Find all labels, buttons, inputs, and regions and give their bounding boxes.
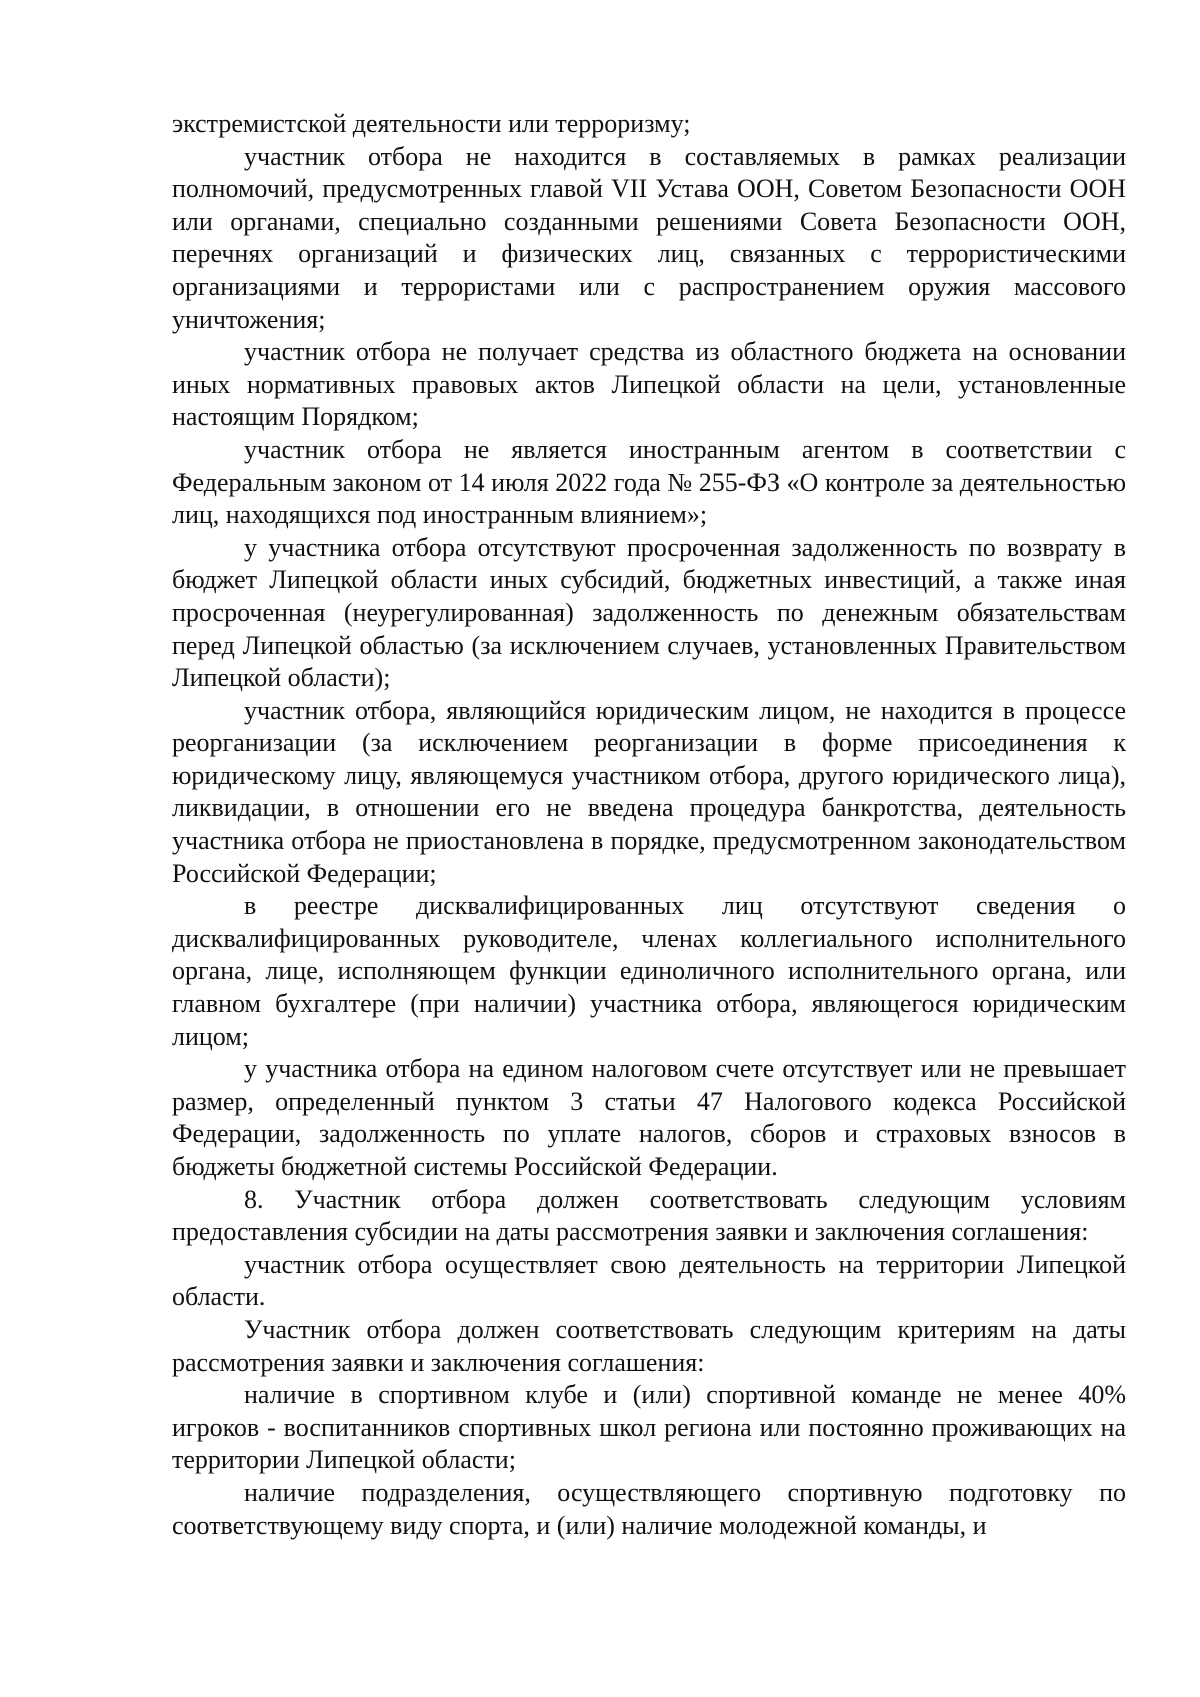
paragraph-youth-team: наличие подразделения, осуществляющего спортивную подготовку по соответствующему виду спорта, и (или) наличие молодежной команды, и [172, 1477, 1126, 1540]
paragraph-disqualified-persons: в реестре дисквалифицированных лиц отсутствуют сведения о дисквалифицированных руководителе, членах коллегиального исполнительного органа, лице, исполняющем функции единоличного исполнительного органа, или главном бухгалтере (при наличии) участника отбора, являющегося юридическим лицом; [172, 891, 1126, 1051]
paragraph-un-sanctions-lists: участник отбора не находится в составляемых в рамках реализации полномочий, предусмотренных главой VII Устава ООН, Советом Безопасности ООН или органами, специально созданными решениями Совета Безопасности ООН, перечнях организаций и физических лиц, связанных с террористическими организациями и террористами или с распространением оружия массового уничтожения; [172, 141, 1126, 334]
paragraph-criteria-intro: Участник отбора должен соответствовать следующим критериям на даты рассмотрения заявки и заключения соглашения: [172, 1314, 1126, 1377]
document-page [172, 108, 1126, 1542]
paragraph-not-foreign-agent: участник отбора не является иностранным агентом в соответствии с Федеральным законом от 14 июля 2022 года № 255-ФЗ «О контроле за деятельностью лиц, находящихся под иностранным влиянием»; [172, 434, 1126, 530]
paragraph-extremism-continuation: экстремистской деятельности или терроризму; [172, 109, 691, 138]
paragraph-activity-in-region: участник отбора осуществляет свою деятельность на территории Липецкой области. [172, 1249, 1126, 1312]
paragraph-no-other-budget-funds: участник отбора не получает средства из областного бюджета на основании иных нормативных правовых актов Липецкой области на цели, установленные настоящим Порядком; [172, 337, 1126, 432]
paragraph-tax-debt: у участника отбора на едином налоговом счете отсутствует или не превышает размер, определенный пунктом 3 статьи 47 Налогового кодекса Российской Федерации, задолженность по уплате налогов, сборов и страховых взносов в бюджеты бюджетной системы Российской Федерации. [172, 1054, 1126, 1181]
paragraph-players-40-percent: наличие в спортивном клубе и (или) спортивной команде не менее 40% игроков - воспитанников спортивных школ региона или постоянно проживающих на территории Липецкой области; [172, 1380, 1126, 1475]
paragraph-no-overdue-debt: у участника отбора отсутствуют просроченная задолженность по возврату в бюджет Липецкой области иных субсидий, бюджетных инвестиций, а также иная просроченная (неурегулированная) задолженность по денежным обязательствам перед Липецкой областью (за исключением случаев, установленных Правительством Липецкой области); [172, 532, 1126, 693]
paragraph-no-reorganization: участник отбора, являющийся юридическим лицом, не находится в процессе реорганизации (за исключением реорганизации в форме присоединения к юридическому лицу, являющемуся участником отбора, другого юридического лица), ликвидации, в отношении его не введена процедура банкротства, деятельность участника отбора не приостановлена в порядке, предусмотренном законодательством Российской Федерации; [172, 695, 1126, 888]
paragraph-section-8-conditions: 8. Участник отбора должен соответствовать следующим условиям предоставления субсидии на даты рассмотрения заявки и заключения соглашения: [172, 1184, 1126, 1247]
